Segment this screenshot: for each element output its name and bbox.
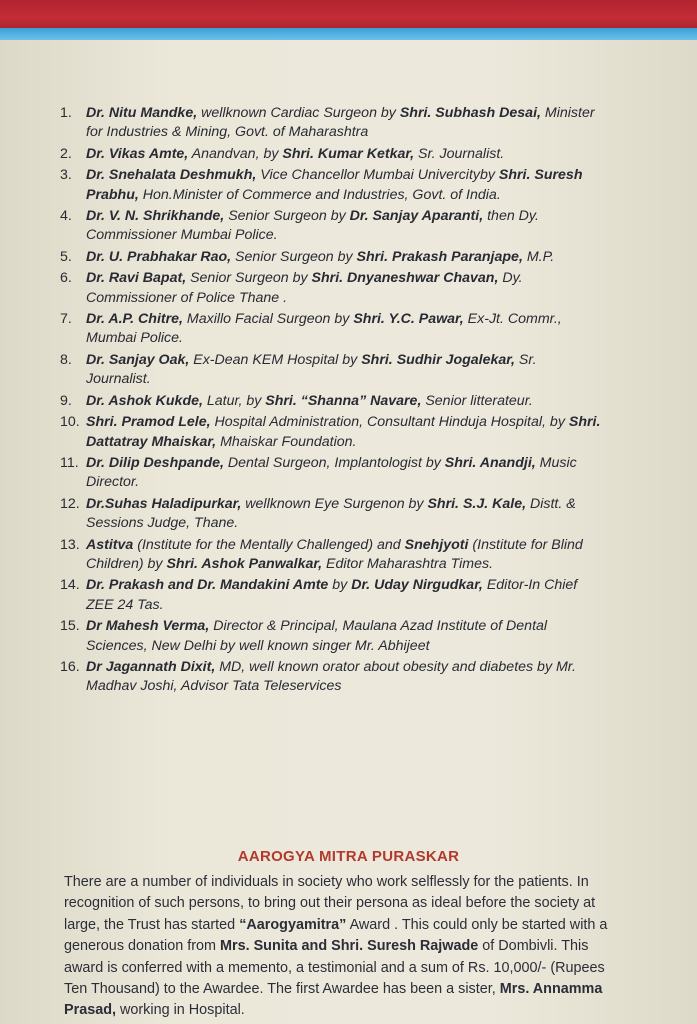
award-description: Ex-Jt. Commr., Mumbai Police. bbox=[86, 311, 562, 347]
award-text bbox=[86, 104, 605, 143]
award-description: Minister for Industries & Mining, Govt. of Maharashtra bbox=[86, 105, 595, 141]
award-description: Distt. & Sessions Judge, Thane. bbox=[86, 495, 576, 532]
award-text bbox=[86, 495, 605, 534]
award-text bbox=[86, 413, 605, 452]
award-name-bold: Dr. Ravi Bapat, bbox=[86, 270, 187, 287]
award-description: Senior Surgeon by bbox=[224, 208, 350, 225]
award-name-bold: Shri. Ashok Panwalkar, bbox=[166, 555, 323, 572]
brochure-page bbox=[0, 40, 697, 1024]
body-emphasis: Mrs. Sunita and Shri. Suresh Rajwade bbox=[220, 938, 479, 955]
award-item bbox=[60, 413, 605, 452]
body-emphasis: “Aarogyamitra” bbox=[239, 916, 347, 933]
award-name-bold: Dr. Vikas Amte, bbox=[86, 145, 189, 162]
award-item bbox=[60, 454, 605, 493]
body-text: Award . This could only be started with a generous donation from bbox=[64, 916, 608, 955]
award-number: 2. bbox=[60, 145, 72, 162]
award-description: Sr. Journalist. bbox=[86, 351, 537, 388]
award-text bbox=[86, 310, 605, 349]
award-number: 16. bbox=[60, 658, 80, 675]
body-text: There are a number of individuals in society who work selflessly for the patients. In recognition of such persons, to bring out their persona as ideal before the society at large, the Trust has started bbox=[64, 874, 596, 933]
award-name-bold: Shri. “Shanna” Navare, bbox=[265, 392, 422, 409]
award-name-bold: Dr. Ashok Kukde, bbox=[86, 392, 203, 409]
award-name-bold: Shri. Dnyaneshwar Chavan, bbox=[311, 270, 499, 287]
award-number: 7. bbox=[60, 311, 72, 328]
award-item bbox=[60, 658, 605, 697]
award-name-bold: Dr. Uday Nirgudkar, bbox=[351, 577, 483, 594]
section-body bbox=[64, 872, 612, 1022]
top-red-band bbox=[0, 0, 697, 30]
award-name-bold: Dr. Nitu Mandke, bbox=[86, 105, 198, 121]
award-text bbox=[86, 392, 605, 411]
award-description: Latur, by bbox=[202, 392, 266, 409]
award-name-bold: Dr. Dilip Deshpande, bbox=[86, 454, 224, 471]
award-description: Dental Surgeon, Implantologist by bbox=[223, 454, 445, 471]
award-description: Sr. Journalist. bbox=[414, 145, 505, 162]
award-name-bold: Shri. Subhash Desai, bbox=[399, 105, 541, 121]
award-number: 3. bbox=[60, 167, 72, 184]
award-description: Senior litterateur. bbox=[421, 392, 533, 409]
award-number: 4. bbox=[60, 208, 72, 225]
award-number: 1. bbox=[60, 105, 72, 121]
award-name-bold: Dr. A.P. Chitre, bbox=[86, 311, 183, 328]
award-text bbox=[86, 145, 605, 164]
award-description: (Institute for Blind Children) by bbox=[86, 536, 583, 572]
award-item bbox=[60, 269, 605, 308]
award-number: 6. bbox=[60, 270, 72, 287]
award-description: Senior Surgeon by bbox=[231, 248, 357, 265]
award-name-bold: Astitva bbox=[86, 536, 134, 553]
award-description: Anandvan, by bbox=[188, 145, 283, 162]
award-text bbox=[86, 454, 605, 493]
award-item bbox=[60, 145, 605, 164]
award-description: Maxillo Facial Surgeon by bbox=[182, 311, 354, 328]
award-name-bold: Shri. Pramod Lele, bbox=[86, 414, 211, 431]
award-description: MD, well known orator about obesity and diabetes by Mr. Madhav Joshi, Advisor Tata Teleservices bbox=[86, 658, 576, 695]
award-description: Senior Surgeon by bbox=[186, 270, 312, 287]
award-description: (Institute for the Mentally Challenged) and bbox=[133, 536, 405, 553]
award-description: Hon.Minister of Commerce and Industries, Govt. of India. bbox=[138, 186, 501, 203]
award-item bbox=[60, 351, 605, 390]
award-number: 8. bbox=[60, 351, 72, 368]
award-text bbox=[86, 658, 605, 697]
award-name-bold: Dr. Snehalata Deshmukh, bbox=[86, 167, 257, 184]
body-text: working in Hospital. bbox=[116, 1002, 245, 1019]
award-description: Mhaiskar Foundation. bbox=[216, 433, 357, 450]
award-number: 12. bbox=[60, 495, 80, 512]
award-description: Director & Principal, Maulana Azad Institute of Dental Sciences, New Delhi by well known singer Mr. Abhijeet bbox=[86, 618, 548, 654]
award-item bbox=[60, 104, 605, 143]
award-name-bold: Dr Jagannath Dixit, bbox=[86, 658, 216, 675]
award-text bbox=[86, 269, 605, 308]
award-text bbox=[86, 351, 605, 390]
award-description: Ex-Dean KEM Hospital by bbox=[189, 351, 362, 368]
award-number: 9. bbox=[60, 392, 72, 409]
award-text bbox=[86, 166, 605, 205]
award-name-bold: Dr.Suhas Haladipurkar, bbox=[86, 495, 242, 512]
award-name-bold: Shri. Suresh Prabhu, bbox=[86, 167, 583, 203]
award-item bbox=[60, 617, 605, 656]
award-name-bold: Shri. Y.C. Pawar, bbox=[353, 311, 464, 328]
award-name-bold: Dr. U. Prabhakar Rao, bbox=[86, 248, 232, 265]
award-name-bold: Dr. V. N. Shrikhande, bbox=[86, 208, 225, 225]
award-name-bold: Shri. Dattatray Mhaiskar, bbox=[86, 414, 601, 450]
award-description: Dy. Commissioner of Police Thane . bbox=[86, 270, 523, 306]
award-item bbox=[60, 536, 605, 575]
award-text bbox=[86, 576, 605, 615]
award-number: 15. bbox=[60, 618, 80, 635]
award-name-bold: Snehjyoti bbox=[404, 536, 469, 553]
award-description: Editor Maharashtra Times. bbox=[322, 555, 494, 572]
award-name-bold: Dr Mahesh Verma, bbox=[86, 618, 210, 635]
award-name-bold: Shri. S.J. Kale, bbox=[427, 495, 527, 512]
award-name-bold: Dr. Prakash and Dr. Mandakini Amte bbox=[86, 577, 329, 594]
award-description: by bbox=[328, 577, 352, 594]
award-number: 5. bbox=[60, 248, 72, 265]
body-emphasis: Mrs. Annamma Prasad, bbox=[64, 981, 603, 1019]
award-item bbox=[60, 392, 605, 411]
top-blue-stripe bbox=[0, 28, 697, 40]
award-name-bold: Shri. Prakash Paranjape, bbox=[356, 248, 523, 265]
award-description: Vice Chancellor Mumbai Univercityby bbox=[256, 167, 499, 184]
award-item bbox=[60, 166, 605, 205]
award-text bbox=[86, 617, 605, 656]
award-item bbox=[60, 310, 605, 349]
award-name-bold: Dr. Sanjay Oak, bbox=[86, 351, 190, 368]
award-description: then Dy. Commissioner Mumbai Police. bbox=[86, 208, 539, 244]
award-text bbox=[86, 207, 605, 246]
body-text: of Dombivli. This award is conferred with a memento, a testimonial and a sum of Rs. 10,000/- (Rupees Ten Thousand) to the Awardee. The first Awardee has been a sister, bbox=[64, 938, 605, 998]
award-number: 13. bbox=[60, 536, 80, 553]
award-description: Hospital Administration, Consultant Hinduja Hospital, by bbox=[210, 414, 569, 431]
award-number: 10. bbox=[60, 414, 80, 431]
award-description: wellknown Cardiac Surgeon by bbox=[197, 105, 400, 121]
award-description: Music Director. bbox=[86, 454, 577, 491]
award-name-bold: Dr. Sanjay Aparanti, bbox=[349, 208, 484, 225]
award-item bbox=[60, 248, 605, 267]
award-name-bold: Shri. Sudhir Jogalekar, bbox=[361, 351, 515, 368]
award-text bbox=[86, 248, 605, 267]
award-number: 11. bbox=[60, 454, 79, 471]
awards-list bbox=[60, 104, 605, 699]
section-heading: AAROGYA MITRA PURASKAR bbox=[237, 848, 460, 865]
award-name-bold: Shri. Anandji, bbox=[444, 454, 536, 471]
award-item bbox=[60, 207, 605, 246]
award-item bbox=[60, 576, 605, 615]
award-item bbox=[60, 495, 605, 534]
award-text bbox=[86, 536, 605, 575]
award-description: M.P. bbox=[522, 248, 555, 265]
award-description: Editor-In Chief ZEE 24 Tas. bbox=[86, 577, 578, 613]
award-number: 14. bbox=[60, 577, 80, 594]
award-name-bold: Shri. Kumar Ketkar, bbox=[282, 145, 415, 162]
award-description: wellknown Eye Surgenon by bbox=[241, 495, 428, 512]
